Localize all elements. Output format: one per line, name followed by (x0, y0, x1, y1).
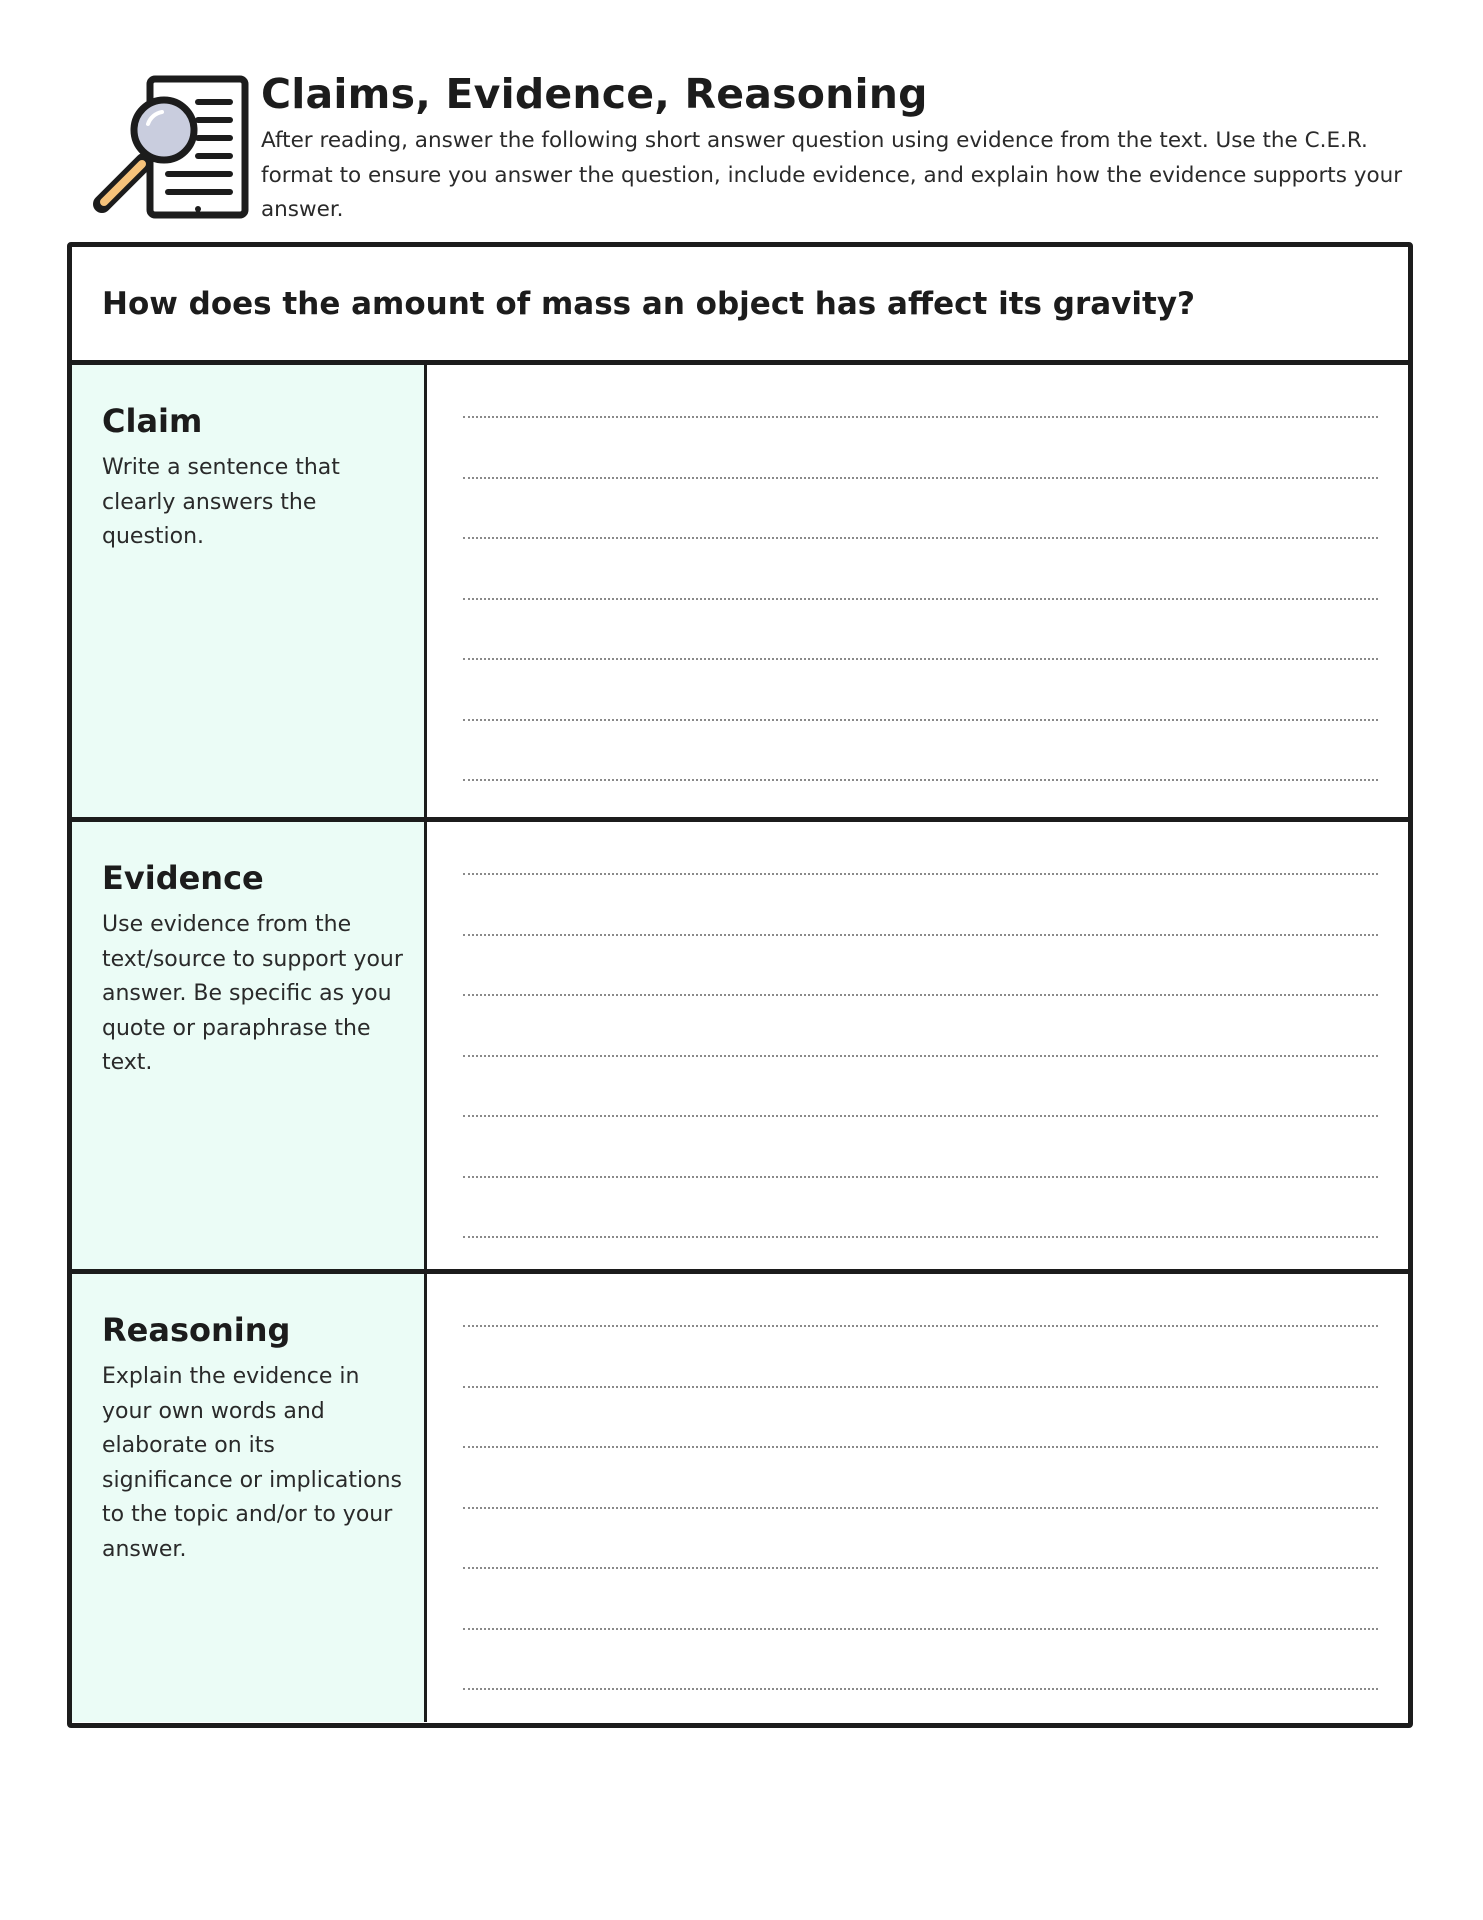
writing-line (463, 1386, 1378, 1388)
instructions-text: After reading, answer the following short answer question using evidence from the text. Use the C.E.R. format to ensure you answer the question, include evidence, and explain how the evidence supports your answer. (261, 128, 1403, 222)
writing-line (463, 1507, 1378, 1509)
claim-description: Write a sentence that clearly answers the question. (102, 455, 340, 549)
writing-line (463, 1688, 1378, 1690)
claim-section (72, 365, 1408, 817)
page-title: Claims, Evidence, Reasoning (261, 70, 928, 118)
writing-line (463, 658, 1378, 660)
reasoning-label-cell (72, 1274, 427, 1722)
reasoning-section (72, 1269, 1408, 1722)
writing-line (463, 1446, 1378, 1448)
writing-line (463, 1055, 1378, 1057)
evidence-section (72, 817, 1408, 1269)
writing-line (463, 1236, 1378, 1238)
writing-line (463, 719, 1378, 721)
reasoning-heading: Reasoning (102, 1311, 291, 1349)
document-magnifier-icon (92, 72, 252, 222)
evidence-heading: Evidence (102, 859, 264, 897)
evidence-label-cell (72, 822, 427, 1269)
writing-line (463, 1628, 1378, 1630)
writing-line (463, 873, 1378, 875)
question-row (72, 247, 1408, 365)
writing-line (463, 779, 1378, 781)
claim-label-cell (72, 365, 427, 817)
writing-line (463, 598, 1378, 600)
claim-heading: Claim (102, 402, 203, 440)
worksheet-header (92, 68, 1422, 228)
header-text (261, 68, 1411, 228)
reasoning-description: Explain the evidence in your own words and elaborate on its significance or implications to the topic and/or to your answer. (102, 1364, 403, 1562)
writing-line (463, 477, 1378, 479)
writing-line (463, 1567, 1378, 1569)
writing-line (463, 934, 1378, 936)
writing-line (463, 416, 1378, 418)
evidence-description: Use evidence from the text/source to support your answer. Be specific as you quote or paraphrase the text. (102, 912, 403, 1075)
writing-line (463, 1176, 1378, 1178)
cer-worksheet-table (67, 242, 1413, 1728)
writing-line (463, 1325, 1378, 1327)
question-text: How does the amount of mass an object has affect its gravity? (102, 285, 1196, 322)
reasoning-answer-area[interactable] (427, 1274, 1408, 1722)
writing-line (463, 537, 1378, 539)
writing-line (463, 1115, 1378, 1117)
claim-answer-area[interactable] (427, 365, 1408, 817)
evidence-answer-area[interactable] (427, 822, 1408, 1269)
writing-line (463, 994, 1378, 996)
